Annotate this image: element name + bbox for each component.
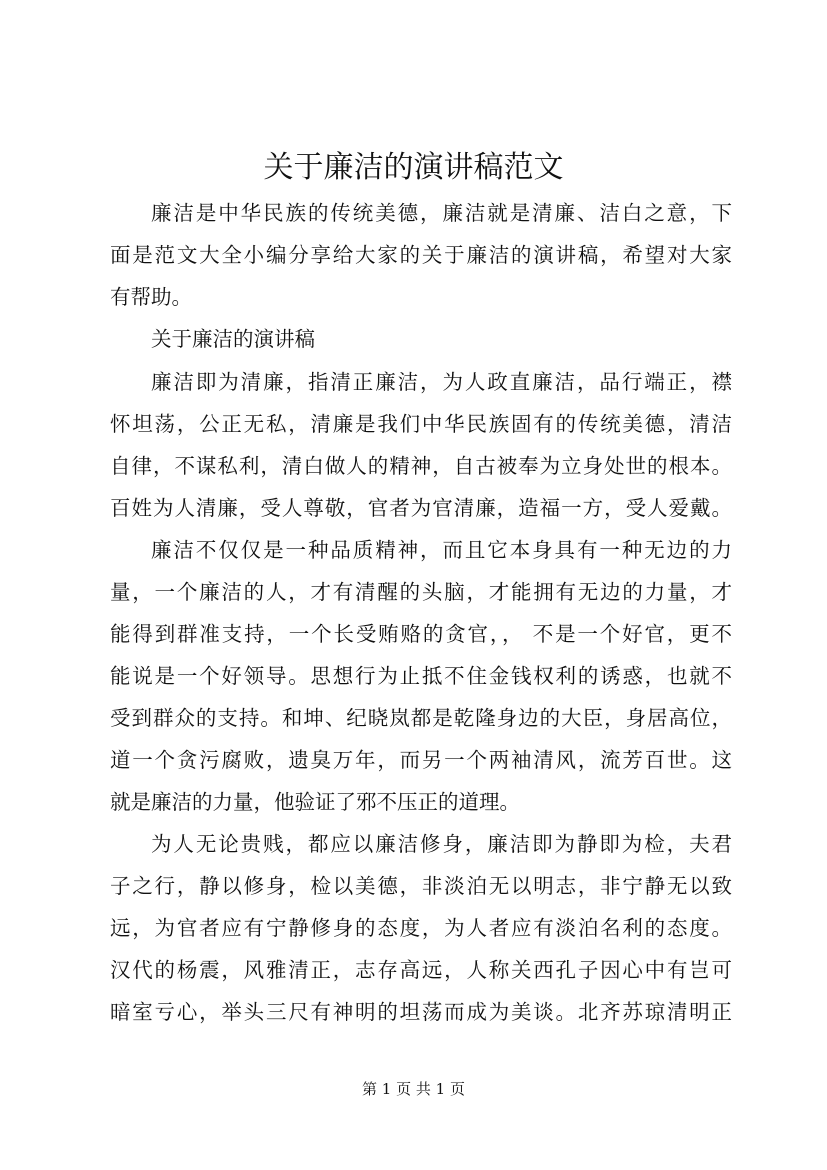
paragraph-line: 廉洁即为清廉，指清正廉洁，为人政直廉洁，品行端正，襟 — [151, 370, 732, 394]
paragraph-line: 面是范文大全小编分享给大家的关于廉洁的演讲稿，希望对大家 — [110, 243, 732, 267]
paragraph-line: 能说是一个好领导。思想行为止抵不住金钱权利的诱惑，也就不 — [110, 664, 732, 688]
paragraph-line: 百姓为人清廉，受人尊敬，官者为官清廉，造福一方，受人爱戴。 — [110, 496, 732, 520]
page-number-footer: 第 1 页 共 1 页 — [362, 1080, 465, 1098]
paragraph-line: 就是廉洁的力量，他验证了邪不压正的道理。 — [110, 790, 520, 814]
paragraph-line: 廉洁不仅仅是一种品质精神，而且它本身具有一种无边的力 — [151, 538, 732, 562]
paragraph-line: 有帮助。 — [110, 285, 192, 309]
paragraph-line: 远，为官者应有宁静修身的态度，为人者应有淡泊名利的态度。 — [110, 916, 732, 940]
paragraph-line: 自律，不谋私利，清白做人的精神，自古被奉为立身处世的根本。 — [110, 454, 732, 478]
paragraph-line: 量，一个廉洁的人，才有清醒的头脑，才能拥有无边的力量，才 — [110, 580, 732, 604]
paragraph-line: 汉代的杨震，风雅清正，志存高远，人称关西孔子因心中有岂可 — [110, 958, 732, 982]
paragraph-line: 暗室亏心，举头三尺有神明的坦荡而成为美谈。北齐苏琼清明正 — [110, 1000, 732, 1024]
paragraph-line: 子之行，静以修身，检以美德，非淡泊无以明志，非宁静无以致 — [110, 874, 732, 898]
paragraph-line: 受到群众的支持。和坤、纪晓岚都是乾隆身边的大臣，身居高位， — [110, 706, 732, 730]
section-heading: 关于廉洁的演讲稿 — [151, 327, 315, 351]
paragraph-line: 道一个贪污腐败，遗臭万年，而另一个两袖清风，流芳百世。这 — [110, 748, 732, 772]
paragraph-line: 怀坦荡，公正无私，清廉是我们中华民族固有的传统美德，清洁 — [110, 412, 732, 436]
paragraph-line: 为人无论贵贱，都应以廉洁修身，廉洁即为静即为检，夫君 — [151, 832, 732, 856]
document-title: 关于廉洁的演讲稿范文 — [263, 150, 564, 185]
paragraph-line: 廉洁是中华民族的传统美德，廉洁就是清廉、洁白之意，下 — [151, 201, 732, 225]
paragraph-line: 能得到群准支持，一个长受贿赂的贪官，， 不是一个好官，更不 — [110, 622, 732, 646]
